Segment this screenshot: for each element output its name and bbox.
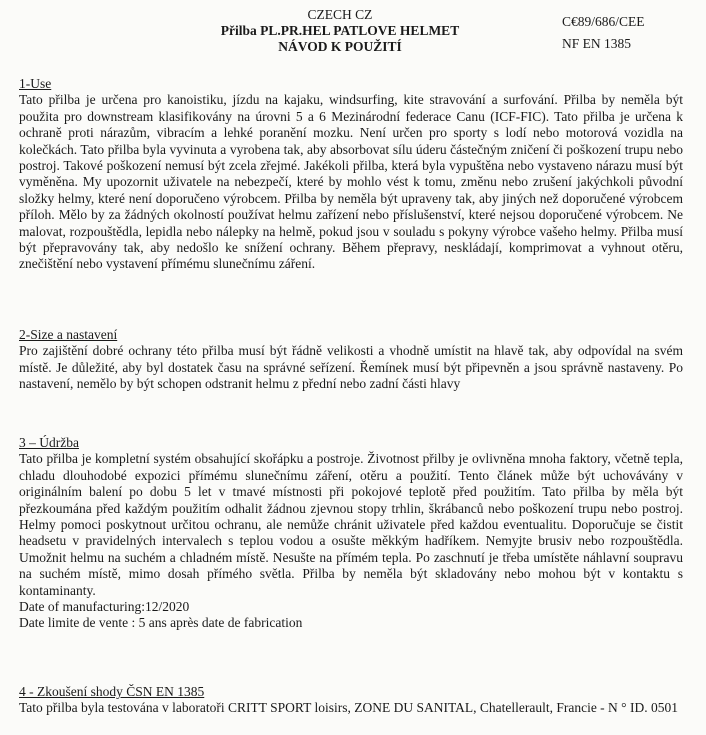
section-heading: 4 - Zkoušení shody ČSN EN 1385 [19,684,205,699]
manufacturing-date: Date of manufacturing:12/2020 [19,599,190,615]
certification-block [562,11,645,55]
section-maintenance [19,435,683,632]
norm-reference: NF EN 1385 [562,36,632,51]
sale-limit-date: Date limite de vente : 5 ans après date de fabrication [19,615,303,631]
country-label: CZECH CZ [307,7,373,22]
ce-marking: C€89/686/CEE [562,14,645,29]
document-title: NÁVOD K POUŽITÍ [278,39,402,54]
section-heading: 2-Size a nastavení [19,327,118,342]
section-text: Tato přilba je kompletní systém obsahující skořápku a postroje. Životnost přilby je ovlivněna mnoha faktory, včetně tepla, chladu dlouhodobé expozici přímému slunečnímu záření, otěru a použití. Tento článek může být uchovávány v originálním balení po dobu 5 let v tmavé místnosti při pokojové teplotě před použitím. Tato přilba by měla být přezkoumána před každým použitím odhalit žádnou zjevnou stopy trhlin, škrábanců nebo poškození trupu nebo postroj. Helmy pomoci poskytnout určitou ochranu, ale nemůže chránit uživatele před každou eventualitu. Doporučuje se čistit headsetu v pravidelných intervalech s teplou vodou a osušte měkkým hadříkem. Nemyjte brusiv nebo rozpouštědla. Umožnit helmu na suchém a chladném místě. Nesušte na přímém tepla. Po zaschnutí je třeba umístěte náhlavní soupravu na suchém místě, mimo dosah přímého světla. Přilba by neměla být skladovány nebo mohou být v kontaktu s kontaminanty. [19,451,683,598]
document-header [140,7,540,55]
section-heading: 1-Use [19,76,52,91]
section-use [19,76,683,273]
section-text: Pro zajištění dobré ochrany této přilba musí být řádně velikosti a vhodně umístit na hlavě tak, aby odpovídal na svém místě. Je důležité, aby byl dostatek času na správné seřízení. Řemínek musí být připevněn a jsou správně nastaveny. Po nastavení, nemělo by být schopen odstranit helmu z přední nebo zadní části hlavy [19,343,683,392]
section-text: Tato přilba byla testována v laboratoři CRITT SPORT loisirs, ZONE DU SANITAL, Chatellerault, Francie - N ° ID. 0501 [19,700,678,716]
section-size [19,327,683,393]
section-conformity [19,684,683,717]
product-name: Přilba PL.PR.HEL PATLOVE HELMET [220,23,460,38]
section-text: Tato přilba je určena pro kanoistiku, jízdu na kajaku, windsurfing, kite stravování a surfování. Přilba by neměla být použita pro downstream klasifikovány na úrovni 5 a 6 Mezinárodní federace Canu (ICF-FIC). Tato přilba je určena k ochraně proti nárazům, vibracím a lehké poranění mozku. Není určen pro sporty s lodí nebo motorová vozidla na kolečkách. Tato přilba byla vyvinuta a vyrobena tak, aby absorbovat sílu úderu částečným zničení či poškození trupu nebo postroj. Takové poškození nemusí být zcela zřejmé. Jakékoli přilba, která byla vypuštěna nebo vystaveno nárazu musí být vyměněna. My upozornit uživatele na nebezpečí, které by mohlo vést k tomu, změnu nebo zrušení jakýchkoli původní složky helmy, které není doporučeno výrobcem. Přilba by neměla být upraveny tak, aby jiných než doporučené výrobcem příloh. Mělo by za žádných okolností používat helmu zařízení nebo příslušenství, které nejsou doporučené výrobcem. Ne malovat, rozpouštědla, lepidla nebo nálepky na helmě, pokud jsou v souladu s pokyny výrobce vašeho helmy. Přilba musí být přepravovány tak, aby nedošlo ke snížení ochrany. Během přepravy, neskládají, komprimovat a vyhnout otěru, znečištění nebo vystavení přímému slunečnímu záření. [19,92,683,272]
section-heading: 3 – Údržba [19,435,79,450]
